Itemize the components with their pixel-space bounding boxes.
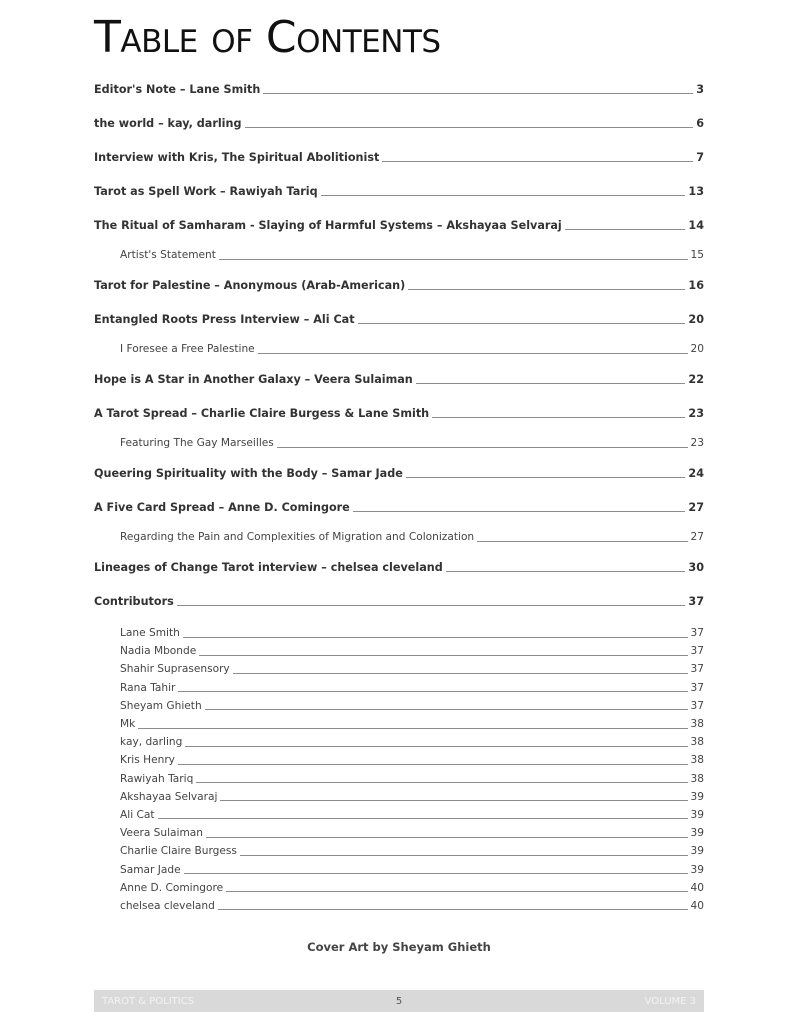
- toc-entry-page-number: 20: [688, 312, 704, 326]
- dot-leader: [240, 855, 688, 856]
- dot-leader: [219, 259, 688, 260]
- contributor-entry[interactable]: [94, 642, 704, 660]
- toc-entry-title: Akshayaa Selvaraj: [120, 790, 218, 803]
- toc-entry-title: A Tarot Spread – Charlie Claire Burgess & Lane Smith: [94, 406, 430, 420]
- contributor-entry[interactable]: [94, 860, 704, 878]
- toc-entry-title: Editor's Note – Lane Smith: [94, 82, 261, 96]
- toc-entry-title: Queering Spirituality with the Body – Samar Jade: [94, 466, 403, 480]
- toc-entry-page-number: 37: [690, 663, 704, 676]
- toc-entry[interactable]: [94, 140, 704, 174]
- toc-entry-title: Shahir Suprasensory: [120, 663, 230, 676]
- toc-entry-page-number: 23: [688, 406, 704, 420]
- toc-entry-page-number: 37: [688, 594, 704, 608]
- toc-entry-title: Samar Jade: [120, 863, 181, 876]
- contributor-entry[interactable]: [94, 879, 704, 897]
- toc-entry-page-number: 30: [688, 560, 704, 574]
- toc-entry-page-number: 14: [688, 218, 704, 232]
- toc-entry-title: Lane Smith: [120, 627, 180, 640]
- toc-entry-page-number: 13: [688, 184, 704, 198]
- toc-entry[interactable]: [94, 72, 704, 106]
- dot-leader: [178, 691, 687, 692]
- toc-entry-page-number: 40: [690, 881, 704, 894]
- contributor-entry[interactable]: [94, 751, 704, 769]
- dot-leader: [358, 323, 686, 324]
- toc-entry[interactable]: [94, 490, 704, 524]
- toc-entry-page-number: 22: [688, 372, 704, 386]
- contributor-entry[interactable]: [94, 842, 704, 860]
- dot-leader: [196, 782, 687, 783]
- contributor-entry[interactable]: [94, 897, 704, 915]
- toc-entry-page-number: 3: [696, 82, 704, 96]
- dot-leader: [178, 764, 688, 765]
- toc-entry-title: Rawiyah Tariq: [120, 772, 194, 785]
- dot-leader: [183, 637, 688, 638]
- cover-art-credit: Cover Art by Sheyam Ghieth: [307, 940, 491, 954]
- toc-entry-title: Anne D. Comingore: [120, 881, 224, 894]
- toc-entry-title: Contributors: [94, 594, 174, 608]
- dot-leader: [245, 127, 694, 128]
- toc-entry-page-number: 37: [690, 627, 704, 640]
- toc-entry-page-number: 39: [690, 790, 704, 803]
- dot-leader: [382, 161, 693, 162]
- toc-entry-page-number: 39: [690, 827, 704, 840]
- dot-leader: [406, 477, 686, 478]
- dot-leader: [199, 655, 687, 656]
- contributor-entry[interactable]: [94, 624, 704, 642]
- toc-entry[interactable]: [94, 456, 704, 490]
- dot-leader: [220, 800, 687, 801]
- toc-entry[interactable]: [94, 362, 704, 396]
- toc-entry-title: Lineages of Change Tarot interview – chelsea cleveland: [94, 560, 443, 574]
- dot-leader: [263, 93, 693, 94]
- toc-entry-title: A Five Card Spread – Anne D. Comingore: [94, 500, 350, 514]
- dot-leader: [205, 709, 688, 710]
- toc-entry-page-number: 39: [690, 845, 704, 858]
- toc-entry-page-number: 15: [690, 249, 704, 261]
- dot-leader: [184, 873, 688, 874]
- contributor-entry[interactable]: [94, 715, 704, 733]
- toc-entry-title: Ali Cat: [120, 808, 155, 821]
- toc-subentry[interactable]: [94, 430, 704, 456]
- toc-entry-title: Mk: [120, 718, 136, 731]
- toc-entry-title: Charlie Claire Burgess: [120, 845, 237, 858]
- dot-leader: [258, 353, 688, 354]
- toc-entry-page-number: 20: [690, 343, 704, 355]
- dot-leader: [277, 447, 688, 448]
- page-title: Table of Contents: [94, 12, 441, 63]
- toc-entry[interactable]: [94, 302, 704, 336]
- toc-subentry[interactable]: [94, 336, 704, 362]
- contributor-entry[interactable]: [94, 660, 704, 678]
- toc-entry[interactable]: [94, 550, 704, 584]
- dot-leader: [321, 195, 686, 196]
- toc-entry-page-number: 27: [688, 500, 704, 514]
- dot-leader: [353, 511, 686, 512]
- toc-entry-page-number: 38: [690, 736, 704, 749]
- dot-leader: [158, 818, 688, 819]
- toc-entry-title: I Foresee a Free Palestine: [120, 343, 255, 355]
- dot-leader: [206, 837, 687, 838]
- dot-leader: [446, 571, 686, 572]
- toc-entry[interactable]: [94, 584, 704, 618]
- toc-entry-title: the world – kay, darling: [94, 116, 242, 130]
- toc-entry-title: kay, darling: [120, 736, 183, 749]
- toc-entry-title: Entangled Roots Press Interview – Ali Cat: [94, 312, 355, 326]
- dot-leader: [565, 229, 686, 230]
- dot-leader: [233, 673, 688, 674]
- contributor-entry[interactable]: [94, 697, 704, 715]
- contributor-entry[interactable]: [94, 824, 704, 842]
- contributor-entry[interactable]: [94, 679, 704, 697]
- toc-entry-title: chelsea cleveland: [120, 899, 215, 912]
- dot-leader: [432, 417, 685, 418]
- toc-entry-title: Tarot as Spell Work – Rawiyah Tariq: [94, 184, 318, 198]
- toc-entry-page-number: 40: [690, 899, 704, 912]
- page-footer: [94, 990, 704, 1012]
- footer-volume: VOLUME 3: [644, 995, 696, 1007]
- toc-entry[interactable]: [94, 396, 704, 430]
- toc-entry-page-number: 23: [690, 437, 704, 449]
- toc-entry-page-number: 37: [690, 681, 704, 694]
- toc-entry-page-number: 37: [690, 699, 704, 712]
- toc-entry-page-number: 39: [690, 808, 704, 821]
- toc-entry-page-number: 38: [690, 772, 704, 785]
- toc-entry-title: Sheyam Ghieth: [120, 699, 202, 712]
- dot-leader: [477, 541, 687, 542]
- toc-entry-title: Veera Sulaiman: [120, 827, 204, 840]
- dot-leader: [177, 605, 686, 606]
- contributor-entry[interactable]: [94, 806, 704, 824]
- contributor-entry[interactable]: [94, 770, 704, 788]
- contributor-entry[interactable]: [94, 788, 704, 806]
- toc-entry-title: The Ritual of Samharam - Slaying of Harmful Systems – Akshayaa Selvaraj: [94, 218, 562, 232]
- toc-entry-title: Rana Tahir: [120, 681, 176, 694]
- dot-leader: [185, 746, 687, 747]
- toc-entry-page-number: 16: [688, 278, 704, 292]
- toc-entry-page-number: 6: [696, 116, 704, 130]
- toc-entry-title: Artist's Statement: [120, 249, 216, 261]
- toc-entry-page-number: 27: [690, 531, 704, 543]
- toc-entry[interactable]: [94, 208, 704, 242]
- toc-entry-title: Tarot for Palestine – Anonymous (Arab-American): [94, 278, 406, 292]
- toc-entry[interactable]: [94, 268, 704, 302]
- toc-entry-title: Regarding the Pain and Complexities of Migration and Colonization: [120, 531, 475, 543]
- table-of-contents: [94, 72, 704, 915]
- toc-entry-page-number: 39: [690, 863, 704, 876]
- footer-page-number: 5: [395, 995, 403, 1007]
- dot-leader: [138, 728, 687, 729]
- toc-entry-page-number: 7: [696, 150, 704, 164]
- dot-leader: [408, 289, 685, 290]
- toc-entry[interactable]: [94, 106, 704, 140]
- toc-entry-page-number: 37: [690, 645, 704, 658]
- toc-entry-title: Interview with Kris, The Spiritual Abolitionist: [94, 150, 380, 164]
- toc-entry-page-number: 24: [688, 466, 704, 480]
- toc-subentry[interactable]: [94, 524, 704, 550]
- footer-publication-title: TAROT & POLITICS: [102, 995, 195, 1007]
- toc-entry-title: Kris Henry: [120, 754, 175, 767]
- toc-entry[interactable]: [94, 174, 704, 208]
- dot-leader: [416, 383, 686, 384]
- contributor-entry[interactable]: [94, 733, 704, 751]
- toc-subentry[interactable]: [94, 242, 704, 268]
- toc-entry-page-number: 38: [690, 718, 704, 731]
- toc-entry-title: Featuring The Gay Marseilles: [120, 437, 274, 449]
- dot-leader: [226, 891, 687, 892]
- toc-entry-title: Hope is A Star in Another Galaxy – Veera Sulaiman: [94, 372, 413, 386]
- toc-entry-title: Nadia Mbonde: [120, 645, 197, 658]
- toc-entry-page-number: 38: [690, 754, 704, 767]
- dot-leader: [218, 909, 688, 910]
